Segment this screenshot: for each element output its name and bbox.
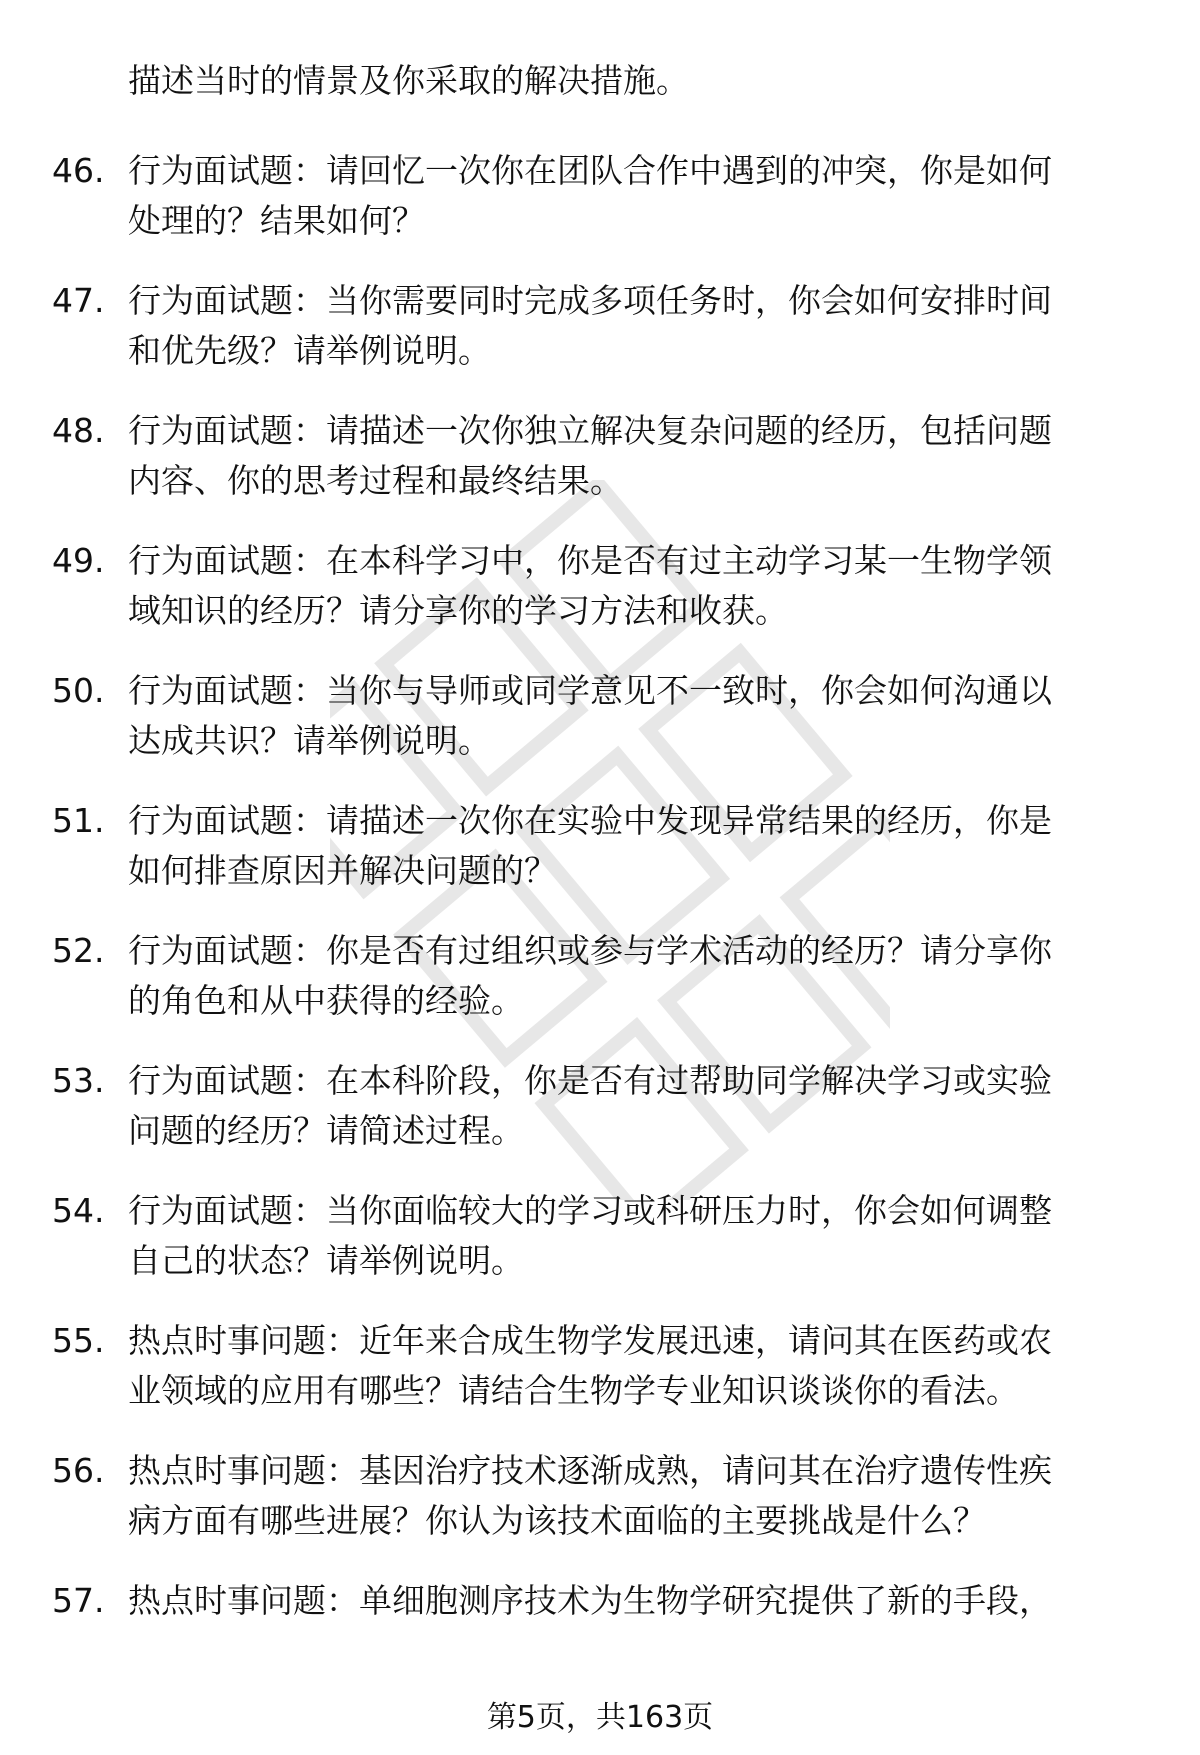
question-line: 业领域的应用有哪些？请结合生物学专业知识谈谈你的看法。 [128,1371,1019,1410]
question-number: 53. [52,1061,105,1100]
question-line: 热点时事问题：单细胞测序技术为生物学研究提供了新的手段， [128,1581,1052,1620]
question-line: 行为面试题：请描述一次你独立解决复杂问题的经历，包括问题 [128,411,1052,450]
question-line: 热点时事问题：近年来合成生物学发展迅速，请问其在医药或农 [128,1321,1052,1360]
question-text [128,1186,1153,1286]
question-text [128,796,1153,896]
question-number: 46. [52,151,105,190]
question-number: 56. [52,1451,105,1490]
question-item [0,276,1200,406]
question-item [0,1446,1200,1576]
question-line: 病方面有哪些进展？你认为该技术面临的主要挑战是什么？ [128,1501,986,1540]
question-line: 行为面试题：在本科学习中，你是否有过主动学习某一生物学领 [128,541,1052,580]
question-text [128,666,1153,766]
question-line: 行为面试题：在本科阶段，你是否有过帮助同学解决学习或实验 [128,1061,1052,1100]
question-number: 50. [52,671,105,710]
question-item [0,926,1200,1056]
question-item [0,536,1200,666]
question-item [0,146,1200,276]
question-line: 行为面试题：请描述一次你在实验中发现异常结果的经历，你是 [128,801,1052,840]
question-line: 行为面试题：当你面临较大的学习或科研压力时，你会如何调整 [128,1191,1052,1230]
question-item [0,666,1200,796]
question-number: 52. [52,931,105,970]
question-line: 和优先级？请举例说明。 [128,331,491,370]
question-item [0,1056,1200,1186]
question-line: 问题的经历？请简述过程。 [128,1111,524,1150]
question-text [128,146,1153,246]
question-number: 55. [52,1321,105,1360]
question-line: 内容、你的思考过程和最终结果。 [128,461,623,500]
question-line: 行为面试题：当你需要同时完成多项任务时，你会如何安排时间 [128,281,1052,320]
question-text [128,1056,1153,1156]
question-line: 如何排查原因并解决问题的？ [128,851,557,890]
question-line: 行为面试题：当你与导师或同学意见不一致时，你会如何沟通以 [128,671,1052,710]
page-footer: 第5页，共163页 [486,1700,714,1735]
question-text [128,406,1153,506]
question-line: 域知识的经历？请分享你的学习方法和收获。 [128,591,788,630]
question-text [128,926,1153,1026]
question-number: 54. [52,1191,105,1230]
question-item [0,1316,1200,1446]
question-text [128,276,1153,376]
question-text [128,536,1153,636]
question-line: 处理的？结果如何？ [128,201,425,240]
question-number: 57. [52,1581,105,1620]
question-line: 热点时事问题：基因治疗技术逐渐成熟，请问其在治疗遗传性疾 [128,1451,1052,1490]
question-list [0,146,1200,1706]
question-item [0,1186,1200,1316]
question-text [128,1446,1153,1546]
question-line: 行为面试题：请回忆一次你在团队合作中遇到的冲突，你是如何 [128,151,1052,190]
question-line: 的角色和从中获得的经验。 [128,981,524,1020]
question-item [0,796,1200,926]
question-line: 达成共识？请举例说明。 [128,721,491,760]
continuation-text: 描述当时的情景及你采取的解决措施。 [128,61,689,100]
question-number: 48. [52,411,105,450]
question-number: 49. [52,541,105,580]
question-line: 行为面试题：你是否有过组织或参与学术活动的经历？请分享你 [128,931,1052,970]
question-text [128,1576,1153,1626]
question-number: 51. [52,801,105,840]
question-item [0,1576,1200,1706]
question-number: 47. [52,281,105,320]
question-item [0,406,1200,536]
question-line: 自己的状态？请举例说明。 [128,1241,524,1280]
question-text [128,1316,1153,1416]
